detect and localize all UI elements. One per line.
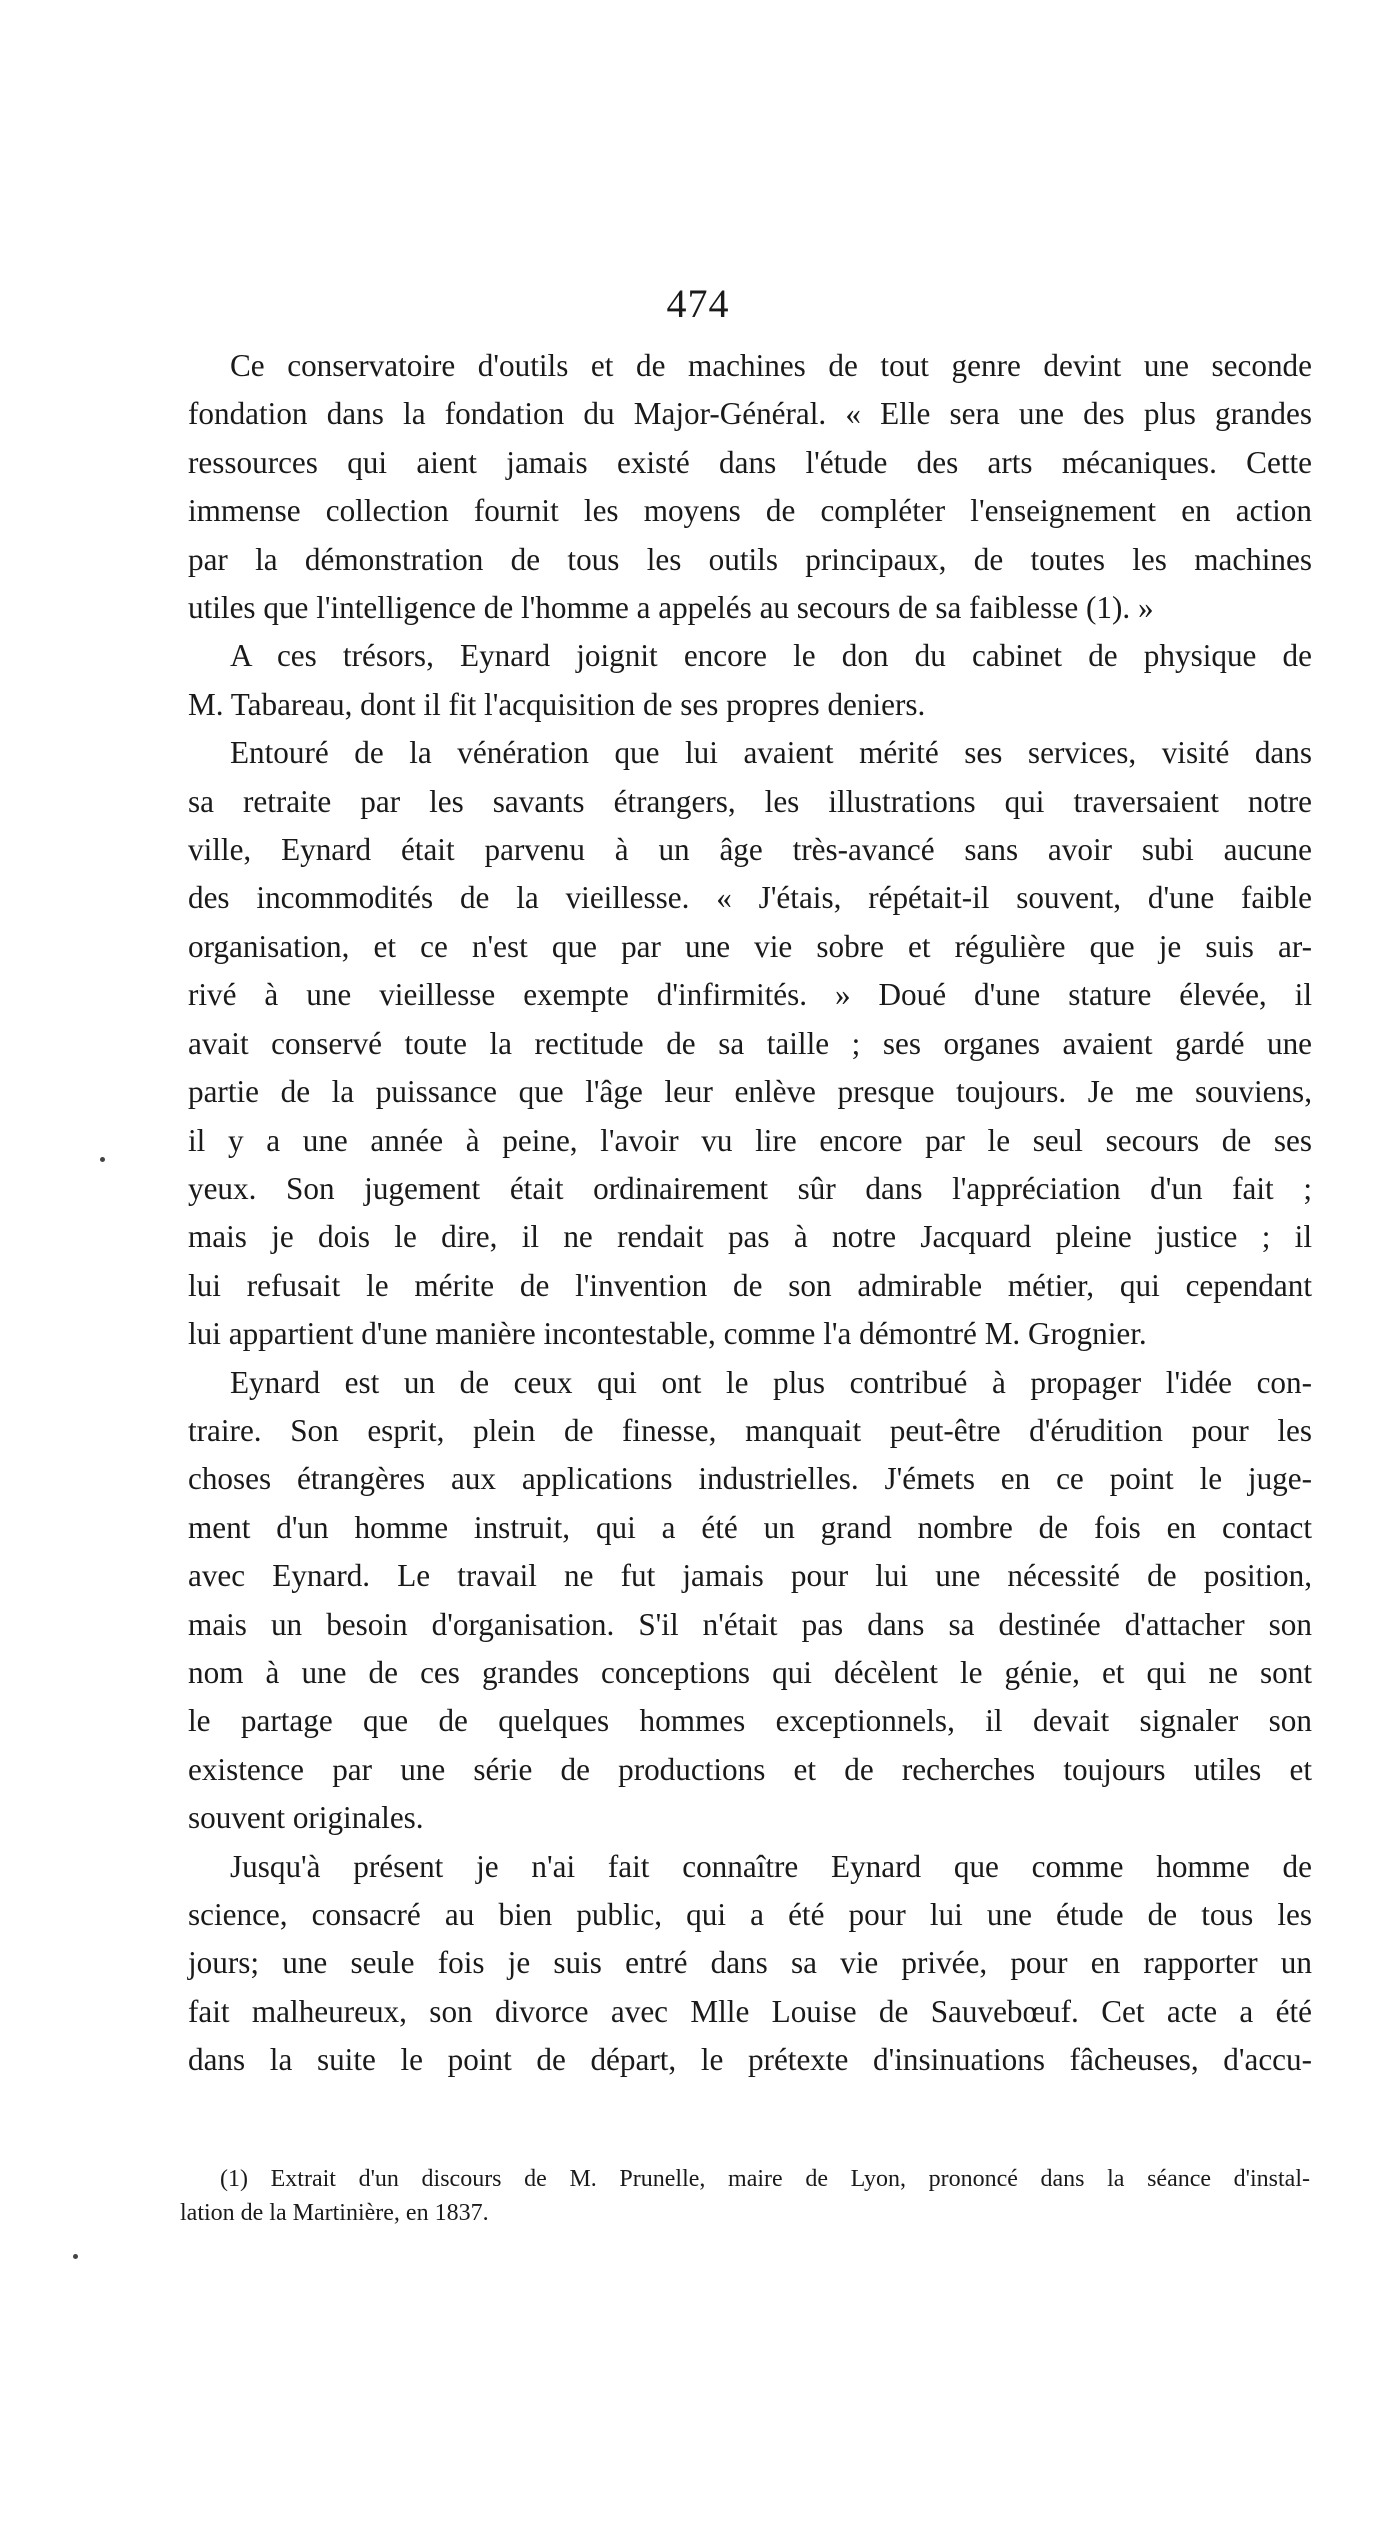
text-line: partie de la puissance que l'âge leur enlève presque toujours. Je me souviens, <box>188 1074 1312 1110</box>
footnote-line: lation de la Martinière, en 1837. <box>180 2200 489 2226</box>
text-line: lui refusait le mérite de l'invention de son admirable métier, qui cependant <box>188 1267 1312 1303</box>
text-line: il y a une année à peine, l'avoir vu lire encore par le seul secours de ses <box>188 1122 1312 1158</box>
text-line: lui appartient d'une manière incontestable, comme l'a démontré M. Grognier. <box>188 1316 1147 1352</box>
text-line: souvent originales. <box>188 1800 424 1836</box>
page-number: 474 <box>666 281 730 326</box>
text-line: avec Eynard. Le travail ne fut jamais pour lui une nécessité de position, <box>188 1558 1312 1594</box>
text-line: A ces trésors, Eynard joignit encore le don du cabinet de physique de <box>230 638 1312 674</box>
text-line: traire. Son esprit, plein de finesse, manquait peut-être d'érudition pour les <box>188 1412 1312 1448</box>
text-line: science, consacré au bien public, qui a été pour lui une étude de tous les <box>188 1897 1312 1932</box>
text-line: sa retraite par les savants étrangers, les illustrations qui traversaient notre <box>188 783 1312 819</box>
text-line: avait conservé toute la rectitude de sa taille ; ses organes avaient gardé une <box>188 1025 1312 1061</box>
footnote <box>180 2162 1310 2230</box>
text-line: existence par une série de productions et de recherches toujours utiles et <box>188 1751 1312 1787</box>
text-line: Ce conservatoire d'outils et de machines de tout genre devint une seconde <box>230 348 1312 383</box>
text-line: des incommodités de la vieillesse. « J'étais, répétait-il souvent, d'une faible <box>188 880 1312 916</box>
text-line: Jusqu'à présent je n'ai fait connaître Eynard que comme homme de <box>230 1848 1312 1884</box>
text-line: nom à une de ces grandes conceptions qui décèlent le génie, et qui ne sont <box>188 1654 1312 1690</box>
text-line: mais je dois le dire, il ne rendait pas à notre Jacquard pleine justice ; il <box>188 1219 1312 1255</box>
text-line: rivé à une vieillesse exempte d'infirmités. » Doué d'une stature élevée, il <box>188 977 1312 1013</box>
text-line: yeux. Son jugement était ordinairement sûr dans l'appréciation d'un fait ; <box>188 1170 1312 1206</box>
text-line: par la démonstration de tous les outils principaux, de toutes les machines <box>188 541 1312 577</box>
text-line: Entouré de la vénération que lui avaient mérité ses services, visité dans <box>230 735 1312 771</box>
text-line: ressources qui aient jamais existé dans l'étude des arts mécaniques. Cette <box>188 444 1312 480</box>
text-line: organisation, et ce n'est que par une vie sobre et régulière que je suis ar- <box>188 928 1312 964</box>
text-line: Eynard est un de ceux qui ont le plus contribué à propager l'idée con- <box>230 1364 1312 1400</box>
stray-mark <box>100 1157 105 1162</box>
stray-mark <box>73 2254 78 2259</box>
text-line: le partage que de quelques hommes exceptionnels, il devait signaler son <box>188 1703 1312 1739</box>
text-line: ment d'un homme instruit, qui a été un grand nombre de fois en contact <box>188 1509 1312 1545</box>
footnote-line: (1) Extrait d'un discours de M. Prunelle, maire de Lyon, prononcé dans la séance d'instal- <box>220 2166 1310 2192</box>
text-line: fait malheureux, son divorce avec Mlle Louise de Sauvebœuf. Cet acte a été <box>188 1993 1312 2029</box>
text-line: dans la suite le point de départ, le prétexte d'insinuations fâcheuses, d'accu- <box>188 2042 1312 2078</box>
text-line: fondation dans la fondation du Major-Général. « Elle sera une des plus grandes <box>188 396 1312 432</box>
body-text <box>188 342 1312 2085</box>
text-line: immense collection fournit les moyens de compléter l'enseignement en action <box>188 493 1312 529</box>
text-line: utiles que l'intelligence de l'homme a appelés au secours de sa faiblesse (1). » <box>188 590 1154 626</box>
text-line: choses étrangères aux applications industrielles. J'émets en ce point le juge- <box>188 1461 1312 1497</box>
text-line: jours; une seule fois je suis entré dans sa vie privée, pour en rapporter un <box>188 1945 1312 1981</box>
text-line: M. Tabareau, dont il fit l'acquisition de ses propres deniers. <box>188 686 926 722</box>
text-line: mais un besoin d'organisation. S'il n'était pas dans sa destinée d'attacher son <box>188 1606 1312 1642</box>
text-line: ville, Eynard était parvenu à un âge très-avancé sans avoir subi aucune <box>188 832 1312 868</box>
